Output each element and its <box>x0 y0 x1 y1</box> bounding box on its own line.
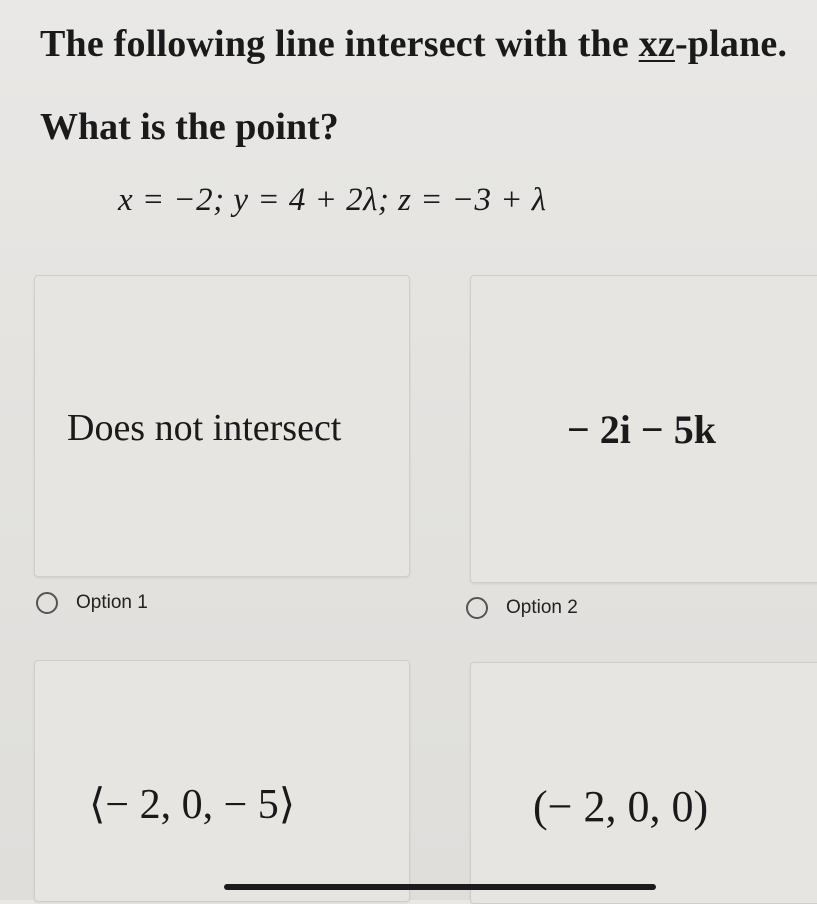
option-2-label: Option 2 <box>506 597 578 618</box>
question-title <box>40 22 787 66</box>
option-1[interactable] <box>36 592 148 614</box>
question-subtitle: What is the point? <box>40 106 339 148</box>
answer-card-3[interactable] <box>34 660 410 902</box>
option-2-radio[interactable] <box>466 597 488 619</box>
scroll-indicator-bar <box>224 884 656 890</box>
option-1-label: Option 1 <box>76 592 148 613</box>
option-2[interactable] <box>466 597 578 619</box>
answer-card-1-text: Does not intersect <box>67 407 342 449</box>
answer-card-2[interactable] <box>470 275 817 583</box>
question-title-suffix: -plane. <box>674 23 788 65</box>
question-title-prefix: The following line intersect with the <box>40 23 639 65</box>
line-equation: x = −2; y = 4 + 2λ; z = −3 + λ <box>118 182 547 218</box>
answer-card-2-text: − 2i − 5k <box>567 407 716 452</box>
answer-card-3-text: ⟨− 2, 0, − 5⟩ <box>89 782 296 828</box>
option-1-radio[interactable] <box>36 592 58 614</box>
answer-card-4-text: (− 2, 0, 0) <box>533 782 709 831</box>
answer-card-1[interactable] <box>34 275 410 577</box>
answer-card-4[interactable] <box>470 662 817 904</box>
question-title-plane: xz <box>638 23 675 65</box>
